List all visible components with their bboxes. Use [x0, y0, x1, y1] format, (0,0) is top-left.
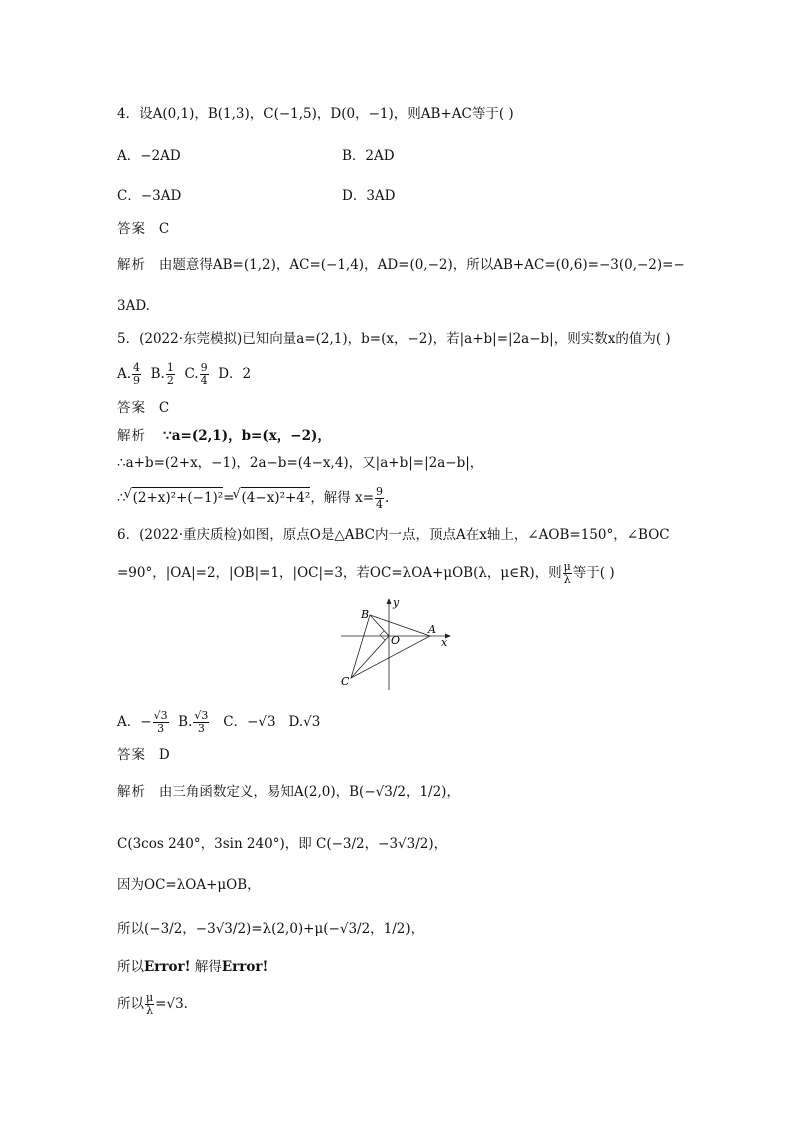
right-angle-mark — [380, 631, 385, 640]
sqrt-expression-1: √ (2+x)²+(−1)² — [132, 487, 224, 508]
q4-answer — [117, 219, 169, 239]
analysis-text: ∵a=(2,1)，b=(x，−2)， — [163, 428, 331, 444]
answer-label: 答案 — [117, 400, 146, 416]
error-text-1: Error! — [144, 959, 191, 975]
q6-ratio-fraction: $\frac{\mu}{\lambda}$ — [563, 560, 571, 586]
q4-analysis-line-1 — [117, 255, 685, 275]
q5-option-b-fraction: $\frac{1}{2}$ — [166, 361, 174, 387]
segment-oc — [351, 636, 389, 678]
q4-option-a: A．−2AD — [117, 148, 181, 164]
q6-analysis-line-4: 所以(−3/2，−3√3/2)=λ(2,0)+μ(−√3/2，1/2)， — [117, 921, 425, 937]
q6-option-d: D.√3 — [288, 714, 321, 730]
analysis-text: 由题意得AB=(1,2)，AC=(−1,4)，AD=(0,−2)，所以AB+AC=(0,6)=−3(0,−2)=− — [158, 257, 685, 273]
q6-option-a-prefix: A．− — [117, 714, 152, 730]
q6-analysis-line-2: C(3cos 240°，3sin 240°)，即 C(−3/2，−3√3/2)， — [117, 836, 448, 852]
analysis-label: 解析 — [117, 428, 146, 444]
label-b: B — [361, 608, 370, 621]
q6-analysis-line-3: 因为OC=λOA+μOB， — [117, 877, 261, 893]
q5-answer — [117, 398, 169, 418]
q5-option-d: D．2 — [218, 366, 252, 382]
q5-options — [117, 362, 251, 387]
q4-option-d: D．3AD — [342, 188, 396, 204]
q5-analysis-line-3: ∴√ (2+x)²+(−1)²=√ (4−x)²+4²，解得 x= $\frac{9}{4}$ . — [117, 486, 389, 511]
triangle-figure — [337, 596, 459, 692]
sqrt-expression-2: √ (4−x)²+4² — [241, 487, 311, 508]
q6-answer — [117, 745, 170, 765]
analysis-label: 解析 — [117, 784, 146, 800]
q5-option-c-prefix: C. — [184, 366, 199, 382]
q6-analysis-line-1 — [117, 782, 460, 802]
q6-analysis-line-5: 所以Error! 解得Error! — [117, 959, 269, 975]
q6-option-b-prefix: B. — [178, 714, 193, 730]
q5-option-a-prefix: A. — [117, 366, 132, 382]
q6-final-fraction: $\frac{\mu}{\lambda}$ — [146, 991, 154, 1017]
answer-value: D — [158, 747, 170, 763]
q6-option-a-fraction: $\frac{√3}{3}$ — [153, 709, 168, 735]
q4-stem: 4．设A(0,1)，B(1,3)，C(−1,5)，D(0，−1)，则AB+AC等于( ) — [117, 106, 514, 122]
q6-stem-line-2: =90°，|OA|=2，|OB|=1，|OC|=3，若OC=λOA+μOB(λ，μ∈R)，则 $\frac{\mu}{\lambda}$ 等于( ) — [117, 560, 615, 586]
answer-label: 答案 — [117, 747, 146, 763]
label-o: O — [391, 634, 401, 647]
q4-option-c: C．−3AD — [117, 188, 182, 204]
q5-stem: 5．(2022·东莞模拟)已知向量a=(2,1)，b=(x，−2)，若|a+b|=|2a−b|，则实数x的值为( ) — [117, 331, 671, 347]
label-c: C — [341, 675, 350, 688]
q5-analysis-line-2: ∴a+b=(2+x，−1)，2a−b=(4−x,4)，又|a+b|=|2a−b|， — [117, 455, 484, 471]
analysis-text: 由三角函数定义，易知A(2,0)，B(−√3/2，1/2)， — [158, 784, 460, 800]
q6-option-b-fraction: $\frac{√3}{3}$ — [194, 709, 209, 735]
answer-label: 答案 — [117, 221, 146, 237]
q5-analysis-line-1 — [117, 426, 331, 446]
analysis-label: 解析 — [117, 257, 146, 273]
answer-value: C — [158, 400, 170, 416]
q6-stem-line-1: 6．(2022·重庆质检)如图，原点O是△ABC内一点，顶点A在x轴上，∠AOB=150°，∠BOC — [117, 527, 670, 543]
q5-option-c-fraction: $\frac{9}{4}$ — [200, 361, 208, 387]
q5-result-fraction: $\frac{9}{4}$ — [376, 485, 384, 511]
q5-option-b-prefix: B. — [150, 366, 165, 382]
q4-option-b: B．2AD — [342, 148, 395, 164]
label-y: y — [393, 596, 400, 609]
error-text-2: Error! — [221, 959, 269, 975]
q6-option-c: C．−√3 — [223, 714, 276, 730]
y-axis-arrow — [387, 598, 392, 604]
q6-options — [117, 710, 320, 735]
q5-option-a-fraction: $\frac{4}{9}$ — [133, 361, 141, 387]
label-x: x — [441, 636, 448, 649]
label-a: A — [428, 623, 436, 636]
q6-analysis-line-6: 所以 $\frac{\mu}{\lambda}$ =√3. — [117, 991, 188, 1017]
q4-analysis-line-2: 3AD. — [117, 298, 150, 314]
answer-value: C — [158, 221, 170, 237]
